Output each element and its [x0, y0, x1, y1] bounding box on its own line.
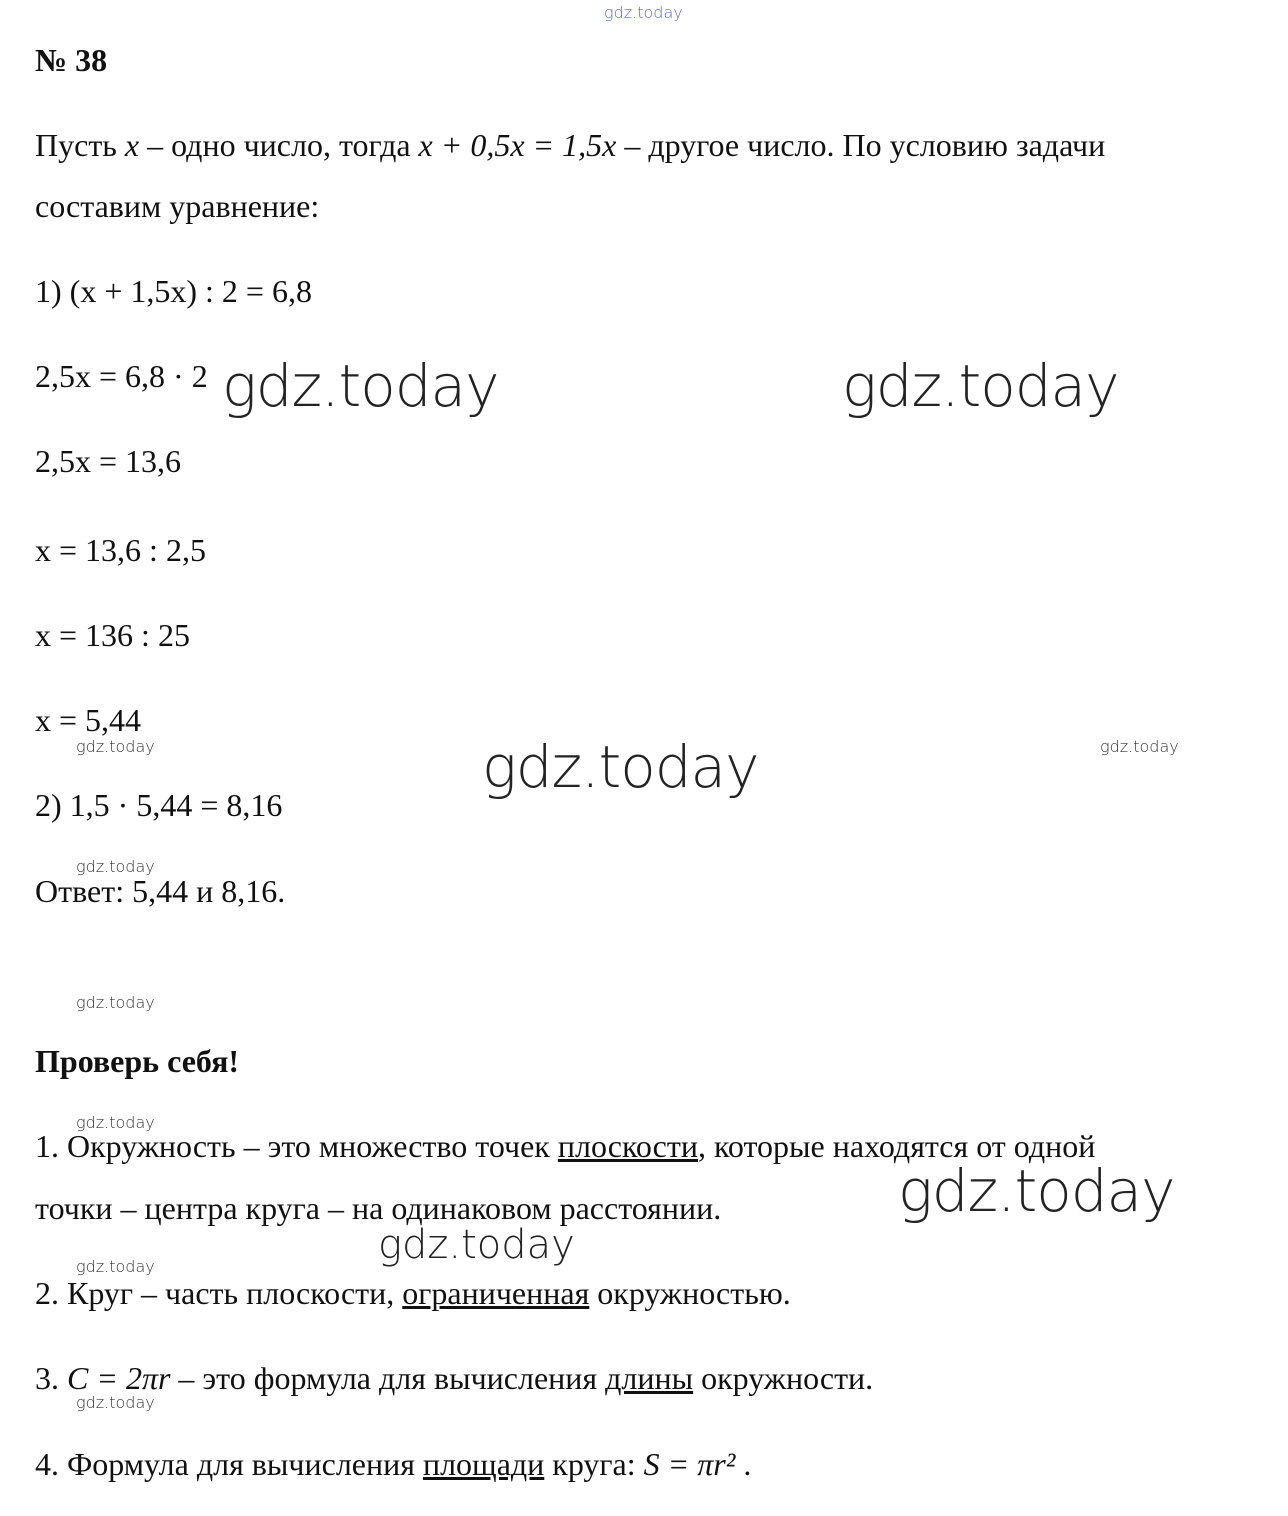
watermark: gdz.today [1100, 737, 1179, 756]
check-title: Проверь себя! [35, 1043, 240, 1079]
step: 2,5x = 6,8 · 2 [35, 358, 208, 394]
watermark: gdz.today [76, 1393, 155, 1412]
check-item-4: 4. Формула для вычисления площади круга: S = πr² . [35, 1446, 752, 1482]
check-item-1: 1. Окружность – это множество точек плоскости, которые находятся от одной [35, 1128, 1096, 1164]
watermark: gdz.today [76, 857, 155, 876]
watermark: gdz.today [482, 733, 759, 801]
watermark: gdz.today [378, 1222, 575, 1268]
check-item-3: 3. C = 2πr – это формула для вычисления длины окружности. [35, 1360, 874, 1396]
watermark: gdz.today [842, 352, 1119, 420]
watermark: gdz.today [76, 1257, 155, 1276]
watermark: gdz.today [222, 352, 499, 420]
step: 2) 1,5 · 5,44 = 8,16 [35, 787, 283, 823]
intro-line-1: Пусть x – одно число, тогда x + 0,5x = 1,5x – другое число. По условию задачи [35, 127, 1106, 163]
check-item-1-cont: точки – центра круга – на одинаковом расстоянии. [35, 1190, 722, 1226]
watermark: gdz.today [604, 3, 683, 22]
watermark: gdz.today [76, 1113, 155, 1132]
step: x = 136 : 25 [35, 617, 190, 653]
intro-line-2: составим уравнение: [35, 188, 320, 224]
check-item-2: 2. Круг – часть плоскости, ограниченная окружностью. [35, 1275, 791, 1311]
step: 2,5x = 13,6 [35, 443, 182, 479]
watermark: gdz.today [76, 737, 155, 756]
step: 1) (x + 1,5x) : 2 = 6,8 [35, 273, 312, 309]
step: x = 13,6 : 2,5 [35, 532, 206, 568]
problem-number: № 38 [35, 42, 108, 78]
watermark: gdz.today [898, 1157, 1175, 1225]
step: x = 5,44 [35, 702, 142, 738]
answer: Ответ: 5,44 и 8,16. [35, 873, 286, 909]
watermark: gdz.today [76, 993, 155, 1012]
